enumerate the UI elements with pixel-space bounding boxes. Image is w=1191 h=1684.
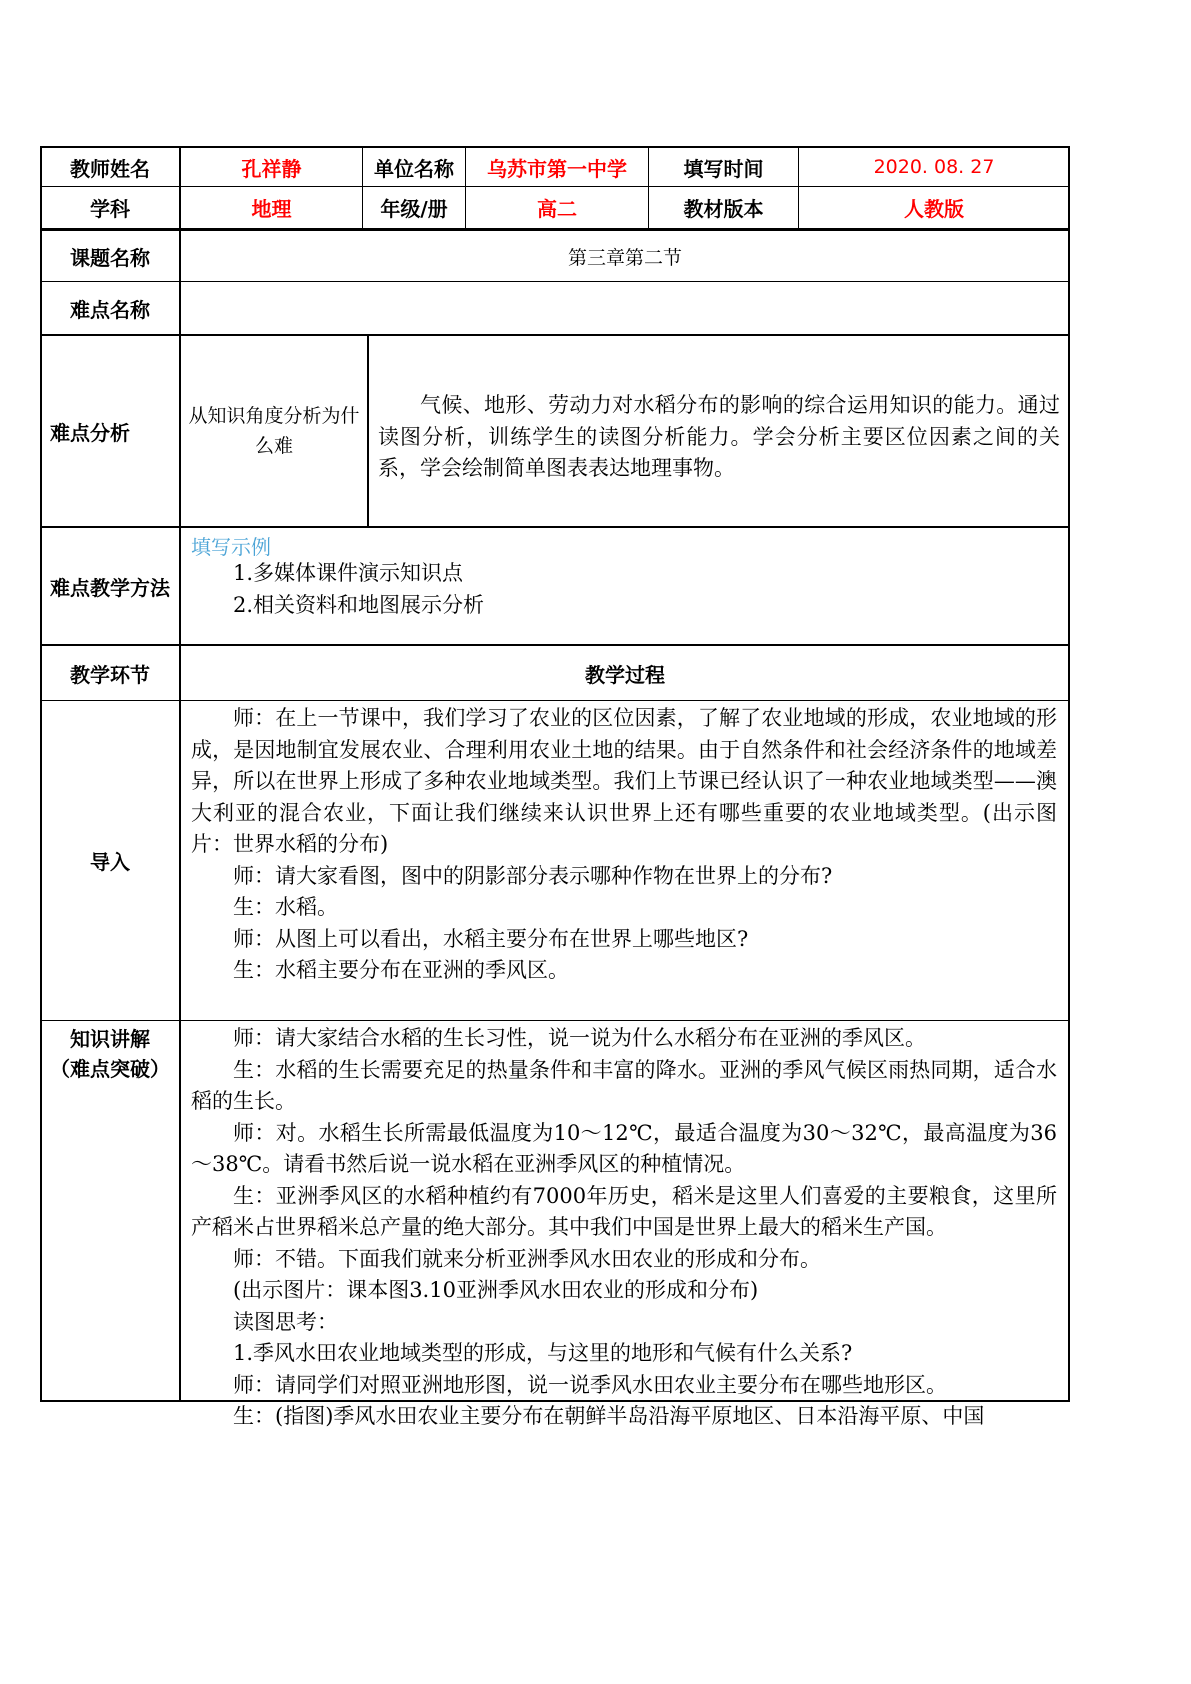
stage-header: 教学环节 <box>70 662 150 687</box>
edition-value: 人教版 <box>904 197 964 221</box>
row-divider <box>40 1020 1070 1021</box>
grade-value: 高二 <box>537 197 577 221</box>
knowledge-label-line2: （难点突破） <box>50 1057 170 1081</box>
analysis-sub-label: 从知识角度分析为什么难 <box>188 405 360 457</box>
teacher-value: 孔祥静 <box>241 156 302 181</box>
method-list <box>191 558 1061 621</box>
analysis-text: 气候、地形、劳动力对水稻分布的影响的综合运用知识的能力。通过读图分析，训练学生的读图分析能力。学会分析主要区位因素之间的关系，学会绘制简单图表表达地理事物。 <box>378 393 1060 480</box>
knowledge-paragraph: 师：请同学们对照亚洲地形图，说一说季风水田农业主要分布在哪些地形区。 <box>233 1372 947 1397</box>
knowledge-paragraph: 师：不错。下面我们就来分析亚洲季风水田农业的形成和分布。 <box>233 1246 821 1271</box>
knowledge-paragraph: 生：水稻的生长需要充足的热量条件和丰富的降水。亚洲的季风气候区雨热同期，适合水稻的生长。 <box>191 1057 1057 1113</box>
method-item: 2.相关资料和地图展示分析 <box>233 592 485 617</box>
method-hint: 填写示例 <box>191 535 271 559</box>
row-divider <box>40 526 1070 528</box>
subject-value: 地理 <box>251 197 292 221</box>
knowledge-paragraph: 生：(指图)季风水田农业主要分布在朝鲜半岛沿海平原地区、日本沿海平原、中国 <box>233 1404 985 1428</box>
method-item: 1.多媒体课件演示知识点 <box>233 561 464 585</box>
col-divider <box>367 335 369 527</box>
knowledge-paragraph: 师：对。水稻生长所需最低温度为10～12℃，最适合温度为30～32℃，最高温度为36～38℃。请看书然后说一说水稻在亚洲季风区的种植情况。 <box>191 1120 1057 1176</box>
intro-label: 导入 <box>90 850 130 874</box>
method-label: 难点教学方法 <box>50 575 170 600</box>
edition-label: 教材版本 <box>683 197 764 221</box>
knowledge-text <box>191 1023 1057 1428</box>
row-divider <box>40 700 1070 701</box>
date-label: 填写时间 <box>683 156 764 181</box>
teacher-label: 教师姓名 <box>70 156 150 181</box>
knowledge-paragraph: 1.季风水田农业地域类型的形成，与这里的地形和气候有什么关系? <box>233 1341 853 1365</box>
intro-paragraph: 师：请大家看图，图中的阴影部分表示哪种作物在世界上的分布? <box>233 863 833 888</box>
topic-value: 第三章第二节 <box>567 246 682 269</box>
knowledge-paragraph: 读图思考： <box>233 1309 338 1334</box>
intro-paragraph: 师：在上一节课中，我们学习了农业的区位因素，了解了农业地域的形成，农业地域的形成，是因地制宜发展农业、合理利用农业土地的结果。由于自然条件和社会经济条件的地域差异，所以在世界上形成了多种农业地域类型。我们上节课已经认识了一种农业地域类型——澳大利亚的混合农业，下面让我们继续来认识世界上还有哪些重要的农业地域类型。(出示图片：世界水稻的分布) <box>191 706 1057 856</box>
knowledge-paragraph: 生：亚洲季风区的水稻种植约有7000年历史，稻米是这里人们喜爱的主要粮食，这里所产稻米占世界稻米总产量的绝大部分。其中我们中国是世界上最大的稻米生产国。 <box>191 1183 1057 1239</box>
knowledge-paragraph: (出示图片：课本图3.10亚洲季风水田农业的形成和分布) <box>233 1278 759 1302</box>
intro-paragraph: 生：水稻主要分布在亚洲的季风区。 <box>233 958 569 982</box>
unit-value: 乌苏市第一中学 <box>487 156 627 181</box>
difficulty-name-value <box>181 282 1069 334</box>
date-value: 2020. 08. 27 <box>873 156 995 178</box>
unit-label: 单位名称 <box>374 156 454 181</box>
difficulty-name-label: 难点名称 <box>70 297 150 322</box>
intro-paragraph: 生：水稻。 <box>233 895 338 919</box>
subject-label: 学科 <box>90 197 130 221</box>
knowledge-paragraph: 师：请大家结合水稻的生长习性，说一说为什么水稻分布在亚洲的季风区。 <box>233 1026 926 1050</box>
process-header: 教学过程 <box>585 662 665 687</box>
intro-text <box>191 703 1057 987</box>
topic-label: 课题名称 <box>70 245 150 270</box>
knowledge-label <box>40 1024 180 1084</box>
analysis-label: 难点分析 <box>50 420 130 445</box>
intro-paragraph: 师：从图上可以看出，水稻主要分布在世界上哪些地区? <box>233 926 749 951</box>
grade-label: 年级/册 <box>380 197 448 221</box>
knowledge-label-line1: 知识讲解 <box>70 1027 150 1051</box>
